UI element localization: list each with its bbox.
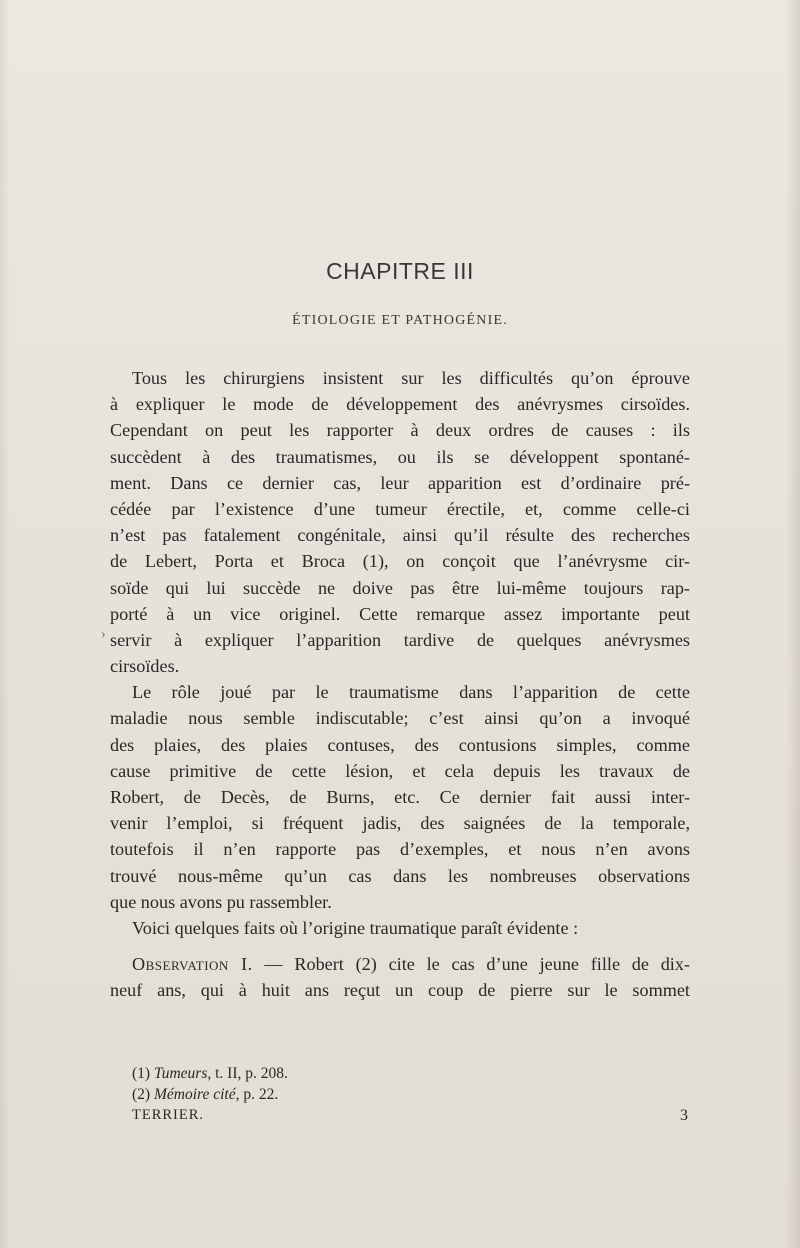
sheet-number: 3 xyxy=(680,1107,688,1124)
text-line: de Lebert, Porta et Broca (1), on conçoit que l’anévrysme cir- xyxy=(110,551,690,572)
text-line: cause primitive de cette lésion, et cela depuis les travaux de xyxy=(110,760,690,781)
margin-mark: › xyxy=(101,627,106,642)
text-line: toutefois il n’en rapporte pas d’exemples, et nous n’en avons xyxy=(110,839,690,860)
footnote-number: (2) xyxy=(132,1086,151,1103)
text-line: soïde qui lui succède ne doive pas être lui-même toujours rap- xyxy=(110,577,690,598)
text-line: cédée par l’existence d’une tumeur érectile, et, comme celle-ci xyxy=(110,498,690,519)
text-line: Robert, de Decès, de Burns, etc. Ce dernier fait aussi inter- xyxy=(110,787,690,807)
footnote-number: (1) xyxy=(132,1065,151,1082)
footnote-text: p. 22. xyxy=(239,1086,279,1103)
body-text xyxy=(110,365,690,1004)
chapter-title: CHAPITRE III xyxy=(326,258,474,284)
text-line: maladie nous semble indiscutable; c’est ainsi qu’on a invoqué xyxy=(110,708,690,729)
observation-line xyxy=(110,951,690,977)
footnote-2 xyxy=(110,1084,690,1105)
text-line: Tous les chirurgiens insistent sur les difficultés qu’on éprouve xyxy=(132,368,690,388)
observation-line: neuf ans, qui à huit ans reçut un coup de pierre sur le sommet xyxy=(110,980,690,1001)
paragraph-gap xyxy=(110,941,690,951)
text-line: Cependant on peut les rapporter à deux ordres de causes : ils xyxy=(110,420,690,441)
text-line: porté à un vice originel. Cette remarque assez importante peut xyxy=(110,603,690,624)
section-title: ÉTIOLOGIE ET PATHOGÉNIE. xyxy=(292,313,508,328)
text-line: trouvé nous-même qu’un cas dans les nombreuses observations xyxy=(110,865,690,886)
text-line: Le rôle joué par le traumatisme dans l’apparition de cette xyxy=(132,682,690,703)
text-line: succèdent à des traumatismes, ou ils se développent spontané- xyxy=(110,446,690,467)
footnote-title: Tumeurs, xyxy=(153,1065,212,1082)
page-edge-left xyxy=(0,0,10,1248)
footnote-1 xyxy=(110,1063,690,1084)
text-line: venir l’emploi, si fréquent jadis, des saignées de la temporale, xyxy=(110,813,690,834)
footnote-title: Mémoire cité, xyxy=(153,1086,240,1103)
signature-row xyxy=(110,1105,688,1126)
text-line: cirsoïdes. xyxy=(110,656,180,677)
printer-signature: TERRIER. xyxy=(132,1107,205,1123)
text-line: servir à expliquer l’apparition tardive de quelques anévrysmes xyxy=(110,629,690,650)
footnote-text: t. II, p. 208. xyxy=(211,1065,288,1082)
text-line: Voici quelques faits où l’origine traumatique paraît évidente : xyxy=(132,917,579,938)
footnotes xyxy=(110,1063,690,1126)
observation-text: — Robert (2) cite le cas d’une jeune fille de dix- xyxy=(252,954,690,975)
text-line: à expliquer le mode de développement des anévrysmes cirsoïdes. xyxy=(110,394,690,415)
text-line: n’est pas fatalement congénitale, ainsi qu’il résulte des recherches xyxy=(110,525,690,546)
text-line: que nous avons pu rassembler. xyxy=(110,891,332,912)
text-line: des plaies, des plaies contuses, des contusions simples, comme xyxy=(110,734,690,755)
page-edge-right xyxy=(786,0,800,1248)
observation-label: Observation I. xyxy=(132,954,253,975)
text-line: ment. Dans ce dernier cas, leur apparition est d’ordinaire pré- xyxy=(110,472,690,493)
